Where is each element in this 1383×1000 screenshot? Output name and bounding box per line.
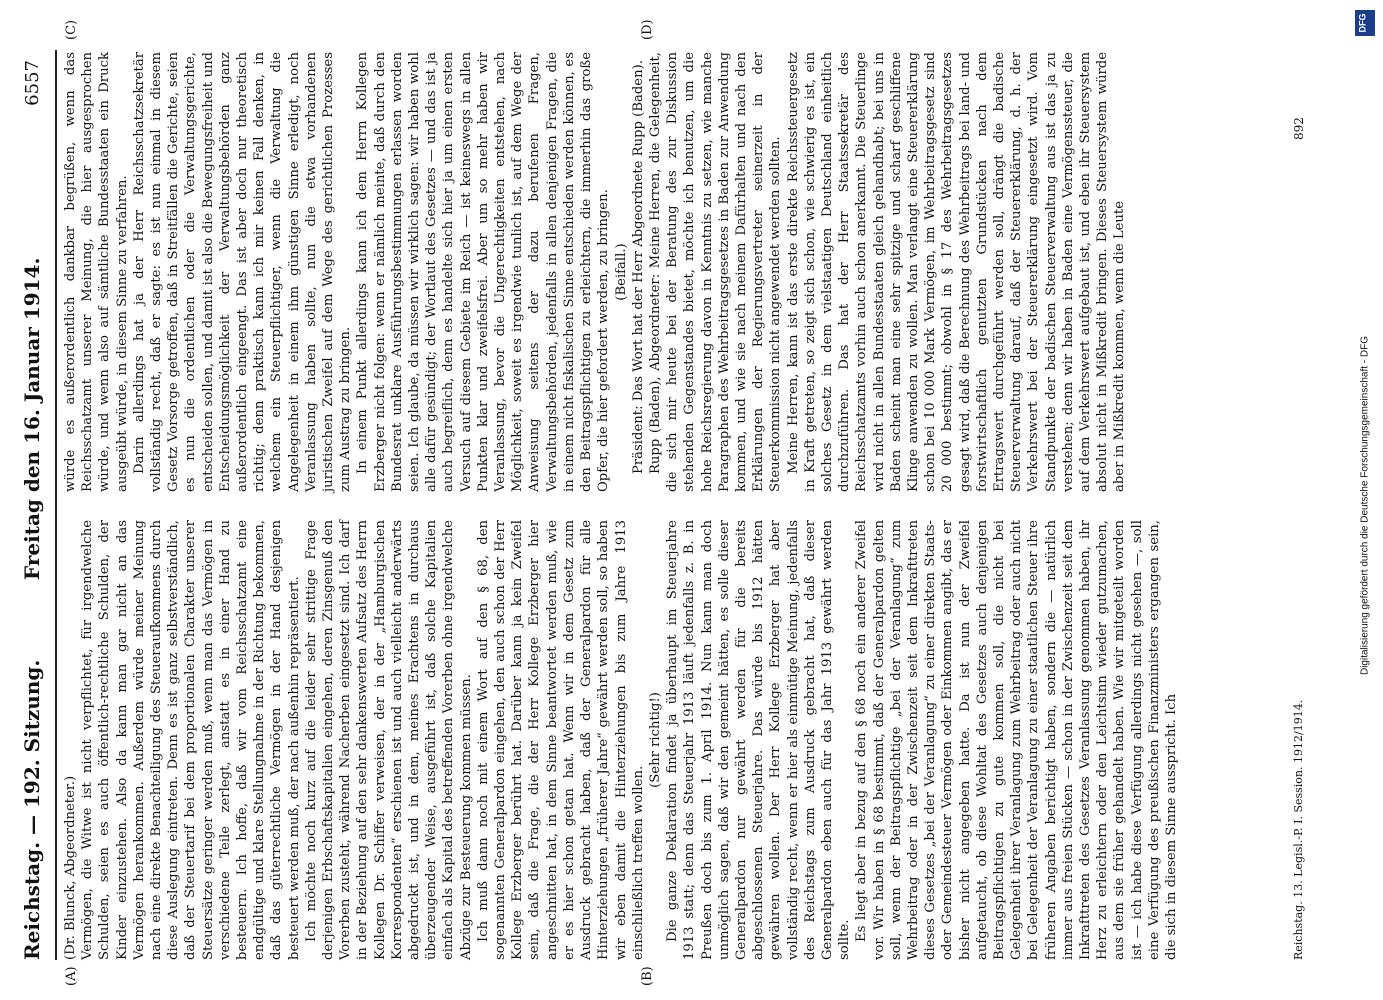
digitization-sidebar	[1355, 10, 1377, 990]
left-paragraph-1: Vermögen, die Witwe ist nicht verpflichtet, für irgendwelche Schulden, seien es auch öffentlich-rechtliche Schulden, der Kinder einzustehen. Also da kann man gar nicht an das Vermögen herankommen. Außerdem würde meiner Meinung nach eine direkte Benachteiligung des Steueraufkommens durch diese Auslegung eintreten. Denn es ist ganz selbstverständlich, daß der Steuertarif bei dem proportionalen Charakter unserer Steuersätze geringer werden muß, wenn man das Vermögen in verschiedene Teile zerlegt, anstatt es in einer Hand zu besteuern. Ich hoffe, daß wir vom Reichsschatzamt eine endgültige und klare Stellungnahme in der Richtung bekommen, daß das güterrechtliche Vermögen in der Hand desjenigen besteuert werden muß, der nach außenhin repräsentiert.	[80, 520, 302, 960]
president-line: Präsident: Das Wort hat der Herr Abgeordnete Rupp (Baden).	[630, 60, 646, 474]
header-left: Reichstag. — 192. Sitzung.	[20, 659, 44, 960]
digitization-credit: Digitalisierung gefördert durch die Deutsche Forschungsgemeinschaft - DFG	[1359, 335, 1371, 676]
left-paragraph-4: Die ganze Deklaration findet ja überhaupt im Steuerjahre 1913 statt; denn das Steuerjahr 1913 läuft jedenfalls z. B. in Preußen doch bis zum 1. April 1914. Nun kann man doch unmöglich sagen, daß wir den gemeint hätten, es solle dieser Generalpardon nur gewährt werden für die bereits abgeschlossenen Steuerjahre. Das würde bis 1912 hätten gewähren wollen. Der Herr Kollege Erzberger hat aber vollständig recht, wenn er hier als einmütige Meinung, jedenfalls des Reichstags zum Ausdruck gebracht hat, daß dieser Generalpardon eben auch für das Jahr 1913 gewährt werden sollte.	[665, 520, 853, 960]
header-rule	[55, 50, 57, 960]
speaker-note: (Dr. Blunck, Abgeordneter.)	[63, 775, 78, 960]
dfg-logo-icon: DFG	[1355, 10, 1375, 36]
page-header	[8, 60, 58, 960]
right-paragraph-1: würde es außerordentlich dankbar begrüßen, wenn das Reichsschatzamt unserer Meinung, die hier ausgesprochen würde, und wenn also auf sämtliche Bundesstaaten ein Druck ausgeübt würde, in diesem Sinne zu verfahren.	[63, 52, 130, 492]
left-applause: (Sehr richtig!)	[647, 692, 663, 788]
marker-c: (C)	[64, 19, 79, 40]
left-text-column	[62, 520, 1180, 960]
right-applause: (Beifall.)	[613, 243, 629, 301]
right-paragraph-5: Meine Herren, kann ist das erste direkte Reichssteuergesetz in Kraft getreten, so zeigt sich schon, wie schwierig es ist, ein solches Gesetz in dem vielstaatigen Deutschland einheitlich durchzuführen. Das hat der Herr Staatssekretär des Reichsschatzamts vorhin auch schon anerkannt. Die Steuerlinge wird nicht in allen Bundesstaaten gleich gehandhabt; bei uns in Baden scheint man eine sehr spitzige und scharf geschliffene Klinge anwenden zu wollen. Man verlangt eine Steuererklärung schon bei 10 000 Mark Vermögen, im Wehrbeitragsgesetz sind 20 000 bestimmt; obwohl in § 17 des Wehrbeitragsgesetzes gesagt wird, daß die Berechnung des Wehrbeitrags bei land- und forstwirtschaftlich genutzten Grundstücken nach dem Ertragswert durchgeführt werden soll, drängt die badische Steuerverwaltung darauf, daß der Steuererklärung, d. h. der Verkehrswert bei der Steuererklärung eingesetzt wird. Vom Standpunkte der badischen Steuerverwaltung aus ist das ja zu verstehen; denn wir haben in Baden eine Vermögenssteuer, die auf dem Verkehrswert aufgebaut ist, und eben ihr Steuersystem absolut nicht in Mißkredit bringen. Dieses Steuersystem würde aber in Mißkredit kommen, wenn die Leute	[785, 52, 1128, 492]
footer-page-number: 892	[1292, 117, 1306, 140]
right-paragraph-2: Darin allerdings hat ja der Herr Reichsschatzsekretär vollständig recht, daß er sagte: es ist nun einmal in diesem Gesetz Vorsorge getroffen, daß in Streitfällen die Gerichte, seien es nun die ordentlichen oder die Verwaltungsgerichte, entscheiden sollen, und damit ist also die Bewegungsfreiheit und Entscheidungsmöglichkeit der Verwaltungsbehörden ganz außerordentlich eingeengt. Das ist aber doch nur theoretisch richtig; denn praktisch kann ich mir keinen Fall denken, in welchem ein Steuerpflichtiger, wenn die Verwaltung die Angelegenheit in einem ihm günstigen Sinne erledigt, noch Veranlassung haben sollte, nun die etwa vorhandenen juristischen Zweifel auf dem Wege des gerichtlichen Prozesses zum Austrag zu bringen.	[131, 52, 354, 492]
marker-d: (D)	[640, 19, 655, 40]
right-paragraph-3: In einem Punkt allerdings kann ich dem Herrn Kollegen Erzberger nicht folgen: wenn er nämlich meinte, daß durch den Bundesrat unklare Ausführungsbestimmungen erlassen worden seien. Ich glaube, da müssen wir wirklich sagen: wir haben wohl alle dafür gesündigt; der Wortlaut des Gesetzes — und das ist ja auch begreiflich, denn es handelte sich hier ja um einen ersten Versuch auf diesem Gebiete im Reich — ist keineswegs in allen Punkten klar und zweifelsfrei. Aber um so mehr haben wir Veranlassung, bevor die Ungerechtigkeiten entstehen, nach Möglichkeit, soweit es irgendwie tunlich ist, auf dem Wege der Anweisung seitens der dazu berufenen Fragen, Verwaltungsbehörden, jedenfalls in allen denjenigen Fragen, die in einem nicht fiskalischen Sinne entschieden werden können, es den Beitragspflichtigen zu erleichtern, die immerhin das große Opfer, die hier gefordert werden, zu bringen.	[355, 52, 612, 492]
page-footer: Reichstag. 13. Legisl.-P. I. Session. 1912/1914.	[1292, 699, 1305, 960]
header-center: Freitag den 16. Januar 1914.	[20, 257, 44, 580]
left-paragraph-2: Ich möchte noch kurz auf die leider sehr strittige Frage derjenigen Erbschaftskapitalien eingehen, deren Zinsgenuß den Vorerben zusteht, während Nacherben eingesetzt sind. Ich darf in der Beziehung auf den sehr dankenswerten Aufsatz des Herrn Kollegen Dr. Schiffer verweisen, der in der „Hamburgischen Korrespondenten“ erschienen ist und auch vielleicht anderwärts abgedruckt ist, und in dem, meines Erachtens in durchaus überzeugender Weise, ausgeführt ist, daß solche Kapitalien einfach als Kapital des betreffenden Vorerben ohne irgendwelche Abzüge zur Besteuerung kommen müssen.	[303, 520, 474, 960]
right-text-column	[62, 52, 1129, 492]
marker-b: (B)	[640, 966, 655, 986]
left-paragraph-5: Es liegt aber in bezug auf den § 68 noch ein anderer Zweifel vor. Wir haben in § 68 bestimmt, daß der Generalpardon gelten soll, wenn der Beitragspflichtige „bei der Veranlagung“ zum Wehrbeitrag oder in der Zwischenzeit seit dem Inkrafttreten dieses Gesetzes „bei der Veranlagung“ zu einer direkten Staats- oder Gemeindesteuer Vermögen oder Einkommen angibt, das er bisher nicht angegeben hatte. Da ist nun der Zweifel aufgetaucht, ob diese Wohltat des Gesetzes auch denjenigen Beitragspflichtigen zu gute kommen soll, die nicht bei Gelegenheit ihrer Veranlagung zum Wehrbeitrag oder auch nicht bei Gelegenheit der Veranlagung zu einer staatlichen Steuer ihre früheren Angaben berichtigt haben, sondern die — natürlich immer aus freien Stücken — schon in der Zwischenzeit seit dem Inkrafttreten des Gesetzes Veranlassung genommen haben, ihr Herz zu erleichtern oder den Leichtsinn wieder gutzumachen, aus dem sie früher gehandelt haben. Wie wir mitgeteilt worden ist — ich habe diese Verfügung allerdings nicht gesehen —, soll eine Verfügung des preußischen Finanzministers ergangen sein, die sich in diesem Sinne ausspricht. Ich	[854, 520, 1179, 960]
header-page-number: 6557	[22, 60, 43, 106]
right-paragraph-4: Rupp (Baden), Abgeordneter: Meine Herren, die Gelegenheit, die sich mir heute bei der Beratung des zur Diskussion stehenden Gegenstandes bietet, möchte ich benutzen, um die hohe Reichsregierung davon in Kenntnis zu setzen, wie manche Paragraphen des Wehrbeitragsgesetzes in Baden zur Anwendung kommen, und wie sie nach meinem Dafürhalten und nach den Erklärungen der Regierungsvertreter seinerzeit in der Steuerkommission nicht angewendet werden sollten.	[647, 52, 784, 492]
marker-a: (A)	[64, 966, 79, 986]
left-paragraph-3: Ich muß dann noch mit einem Wort auf den § 68, den sogenannten Generalpardon eingehen, den auch schon der Herr Kollege Erzberger berührt hat. Darüber kann ja kein Zweifel sein, daß die Frage, die der Herr Kollege Erzberger hier angeschnitten hat, in dem Sinne beantwortet werden muß, wie er es hier schon getan hat. Wenn wir in dem Gesetz zum Ausdruck gebracht haben, daß der Generalpardon für alle Hinterziehungen „früherer Jahre“ gewährt werden soll, so haben wir eben damit die Hinterziehungen bis zum Jahre 1913 einschließlich treffen wollen.	[475, 520, 646, 960]
